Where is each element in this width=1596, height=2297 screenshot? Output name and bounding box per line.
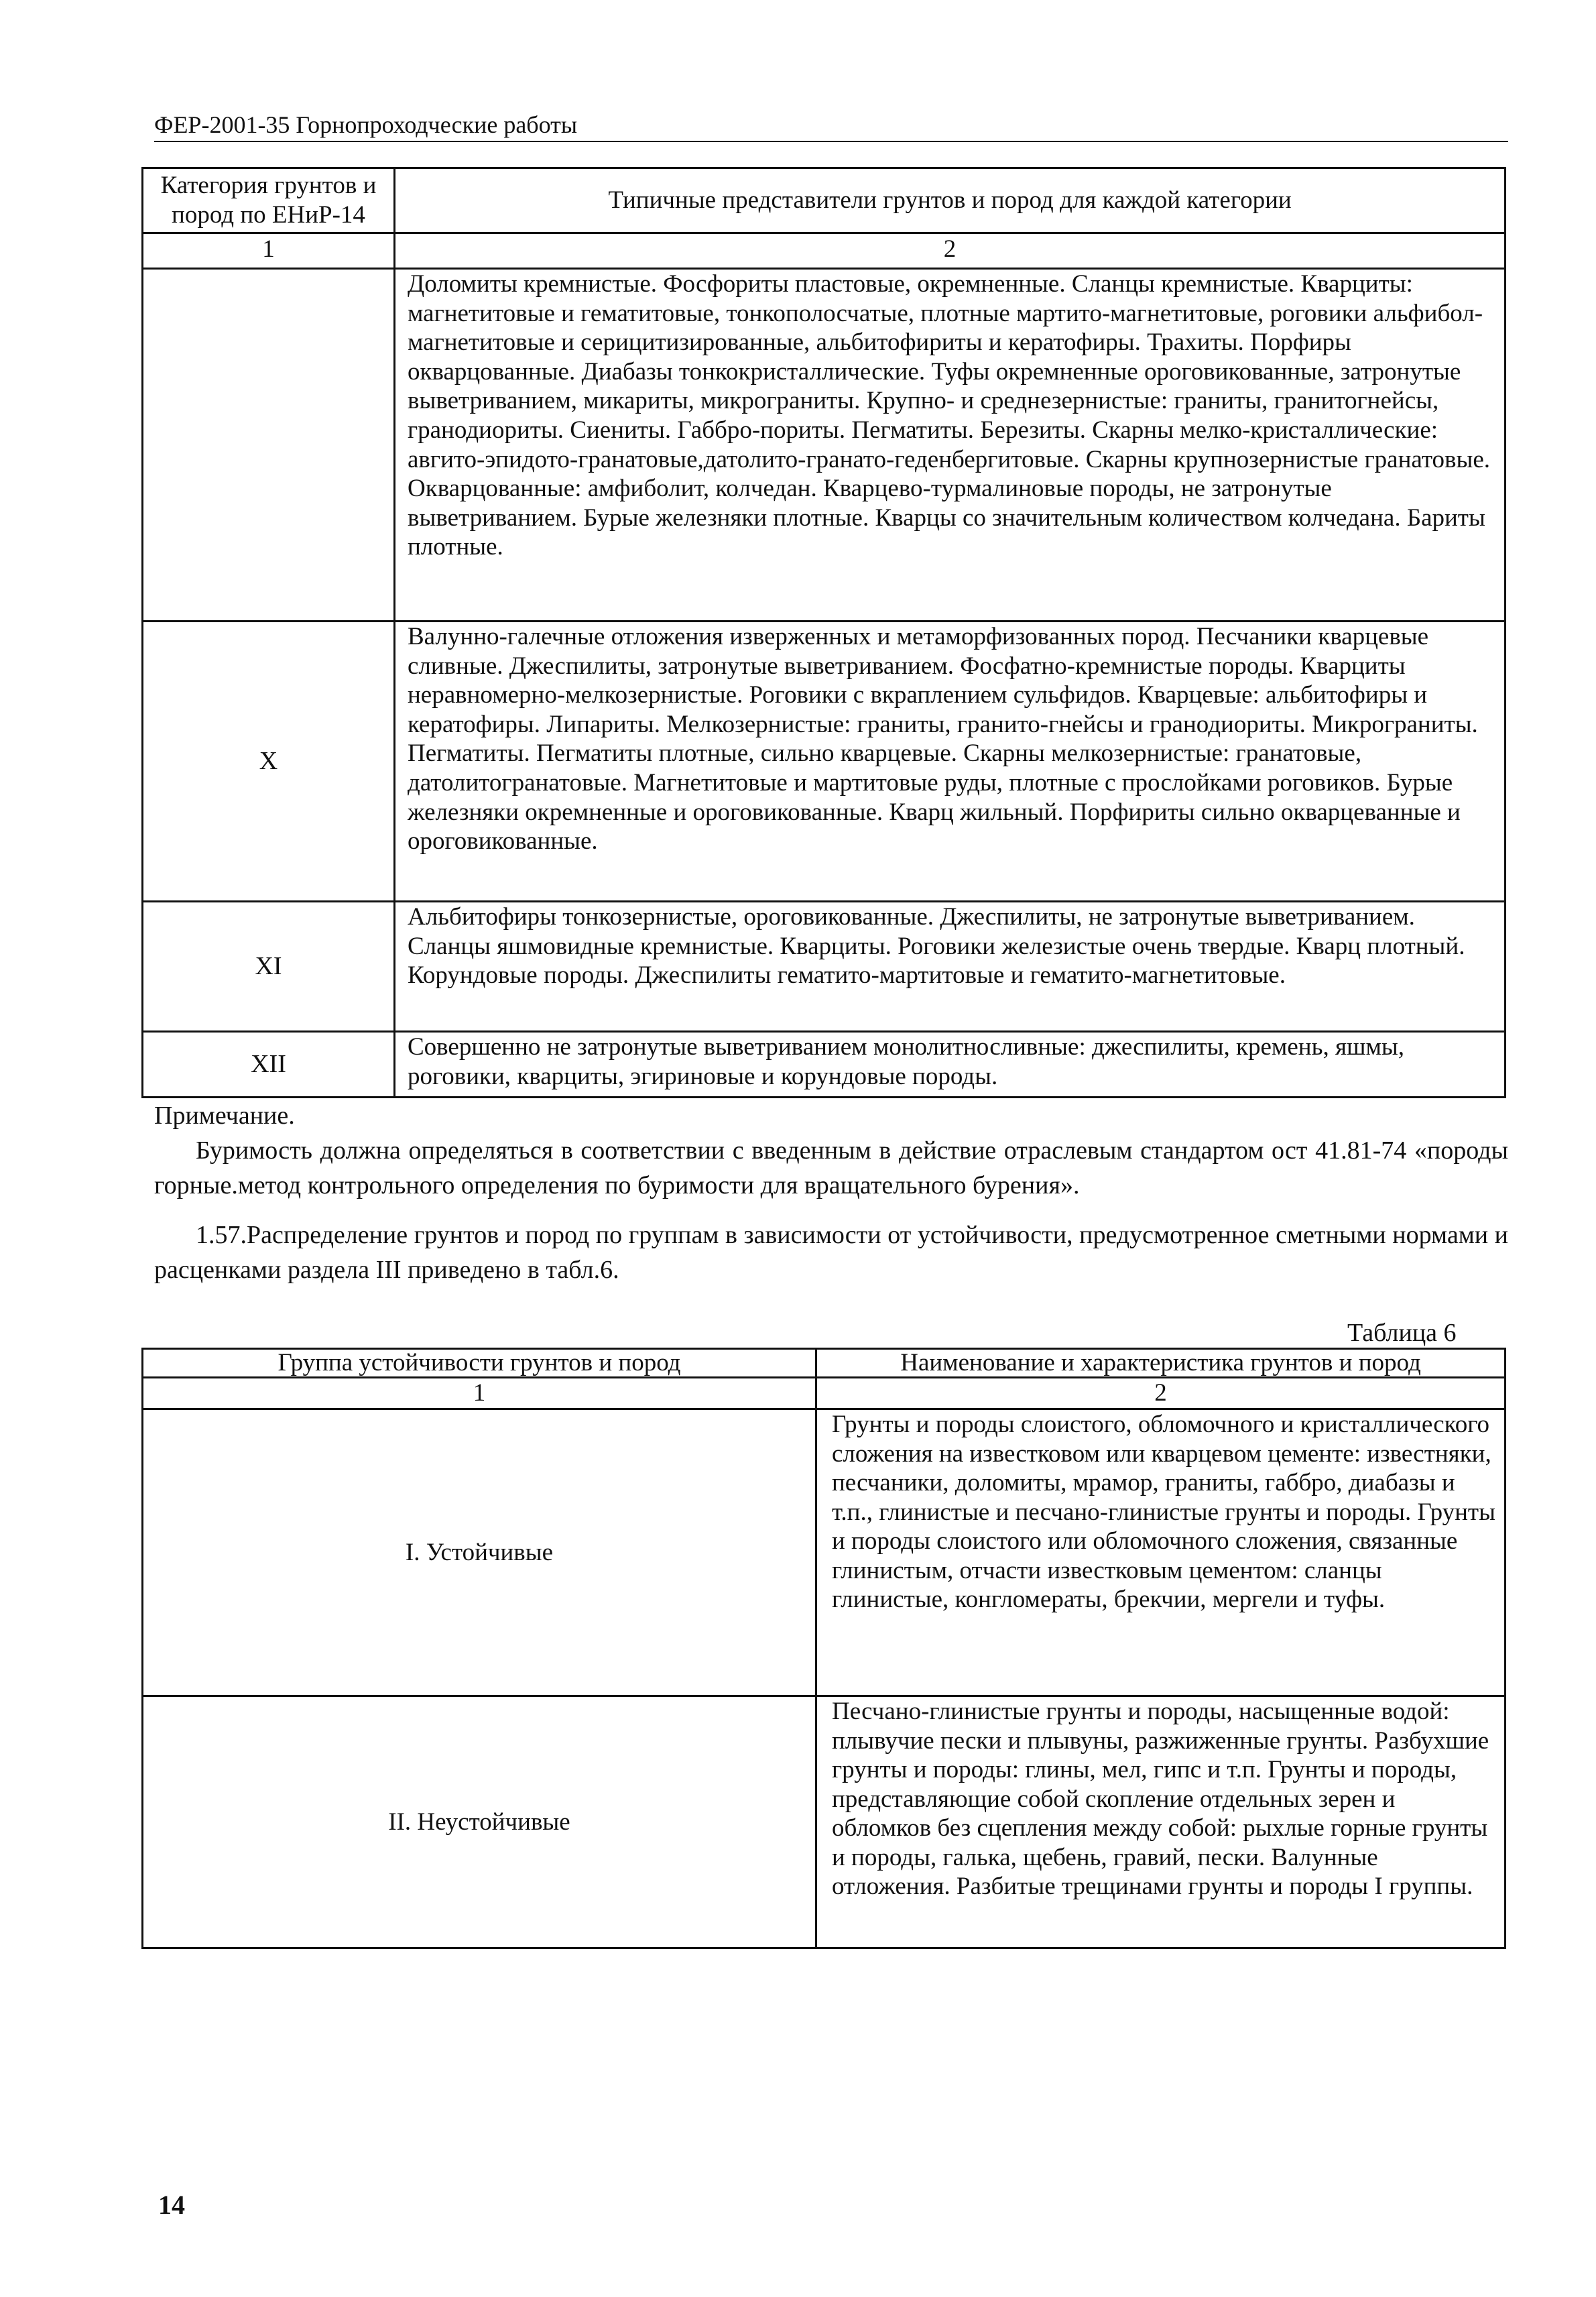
- table-header-row: [143, 1349, 1506, 1378]
- paragraph-1-57: 1.57.Распределение грунтов и пород по группам в зависимости от устойчивости, предусмотренное сметными нормами и расценками раздела III приведено в табл.6.: [154, 1221, 1508, 1284]
- description-cell: Доломиты кремнистые. Фосфориты пластовые, окремненные. Сланцы кремнистые. Кварциты: магнетитовые и гематитовые, тонкополосчатые, плотные мартито-магнетитовые, роговики альфибол-магнетитовые и серицитизированные, альбитофириты и кератофиры. Трахиты. Порфиры окварцованные. Диабазы тонкокристаллические. Туфы окремненные ороговикованные, затронутые выветриванием, микариты, микрограниты. Крупно- и среднезернистые: граниты, гранитогнейсы, гранодиориты. Сиениты. Габбро-пориты. Пегматиты. Березиты. Скарны мелко-кристаллические: авгито-эпидото-гранатовые,датолито-гранато-геденбергитовые. Скарны крупнозернистые гранатовые. Окварцованные: амфиболит, колчедан. Кварцево-турмалиновые породы, не затронутые выветриванием. Бурые железняки плотные. Кварцы со значительным количеством колчедана. Бариты плотные.: [395, 269, 1506, 622]
- description-cell: Альбитофиры тонкозернистые, ороговикованные. Джеспилиты, не затронутые выветриванием. Сланцы яшмовидные кремнистые. Кварциты. Роговики железистые очень твердые. Кварц плотный. Корундовые породы. Джеспилиты гематито-мартитовые и гематито-магнетитовые.: [395, 902, 1506, 1032]
- column-number: 2: [816, 1378, 1506, 1409]
- column-header-characteristics: Наименование и характеристика грунтов и пород: [816, 1349, 1506, 1378]
- category-cell: [143, 269, 395, 622]
- page-number: 14: [158, 2190, 185, 2220]
- note-block: [154, 1098, 1508, 1203]
- table-row: [143, 269, 1506, 622]
- category-cell: X: [143, 622, 395, 902]
- column-header-representatives: Типичные представители грунтов и пород для каждой категории: [395, 168, 1506, 233]
- column-header-category: Категория грунтов и пород по ЕНиР-14: [143, 168, 395, 233]
- note-text: Буримость должна определяться в соответствии с введенным в действие отраслевым стандартом ост 41.81-74 «породы горные.метод контрольного определения по буримости для вращательного бурения».: [154, 1136, 1508, 1199]
- column-number-row: [143, 1378, 1506, 1409]
- description-cell: Валунно-галечные отложения изверженных и метаморфизованных пород. Песчаники кварцевые сливные. Джеспилиты, затронутые выветриванием. Фосфатно-кремнистые породы. Кварциты неравномерно-мелкозернистые. Роговики с вкраплением сульфидов. Кварцевые: альбитофиры и кератофиры. Липариты. Мелкозернистые: граниты, гранито-гнейсы и гранодиориты. Микрограниты. Пегматиты. Пегматиты плотные, сильно кварцевые. Скарны мелкозернистые: гранатовые, датолитогранатовые. Магнетитовые и мартитовые руды, плотные с прослойками роговиков. Бурые железняки окремненные и ороговикованные. Кварц жильный. Порфириты сильно окварцеванные и ороговикованные.: [395, 622, 1506, 902]
- stability-group-table: [141, 1348, 1506, 1949]
- header-title: ФЕР-2001-35 Горнопроходческие работы: [154, 111, 578, 138]
- group-cell: I. Устойчивые: [143, 1409, 816, 1696]
- column-header-group: Группа устойчивости грунтов и пород: [143, 1349, 816, 1378]
- soil-category-table: [141, 167, 1506, 1098]
- running-header: [154, 111, 1508, 142]
- table-caption: Таблица 6: [1347, 1319, 1457, 1347]
- table-row: [143, 1409, 1506, 1696]
- table-row: [143, 1696, 1506, 1948]
- column-number-row: [143, 233, 1506, 269]
- description-cell: Грунты и породы слоистого, обломочного и кристаллического сложения на известковом или кварцевом цементе: известняки, песчаники, доломиты, мрамор, граниты, габбро, диабазы и т.п., глинистые и песчано-глинистые грунты и породы. Грунты и породы слоистого или обломочного сложения, связанные глинистым, отчасти известковым цементом: сланцы глинистые, конгломераты, брекчии, мергели и туфы.: [816, 1409, 1506, 1696]
- table-row: [143, 1032, 1506, 1098]
- note-title: Примечание.: [154, 1102, 295, 1130]
- column-number: 1: [143, 233, 395, 269]
- column-number: 2: [395, 233, 1506, 269]
- column-number: 1: [143, 1378, 816, 1409]
- description-cell: Песчано-глинистые грунты и породы, насыщенные водой: плывучие пески и плывуны, разжиженные грунты. Разбухшие грунты и породы: глины, мел, гипс и т.п. Грунты и породы, представляющие собой скопление отдельных зерен и обломков без сцепления между собой: рыхлые горные грунты и породы, галька, щебень, гравий, пески. Валунные отложения. Разбитые трещинами грунты и породы I группы.: [816, 1696, 1506, 1948]
- table-header-row: [143, 168, 1506, 233]
- description-cell: Совершенно не затронутые выветриванием монолитносливные: джеспилиты, кремень, яшмы, роговики, кварциты, эгириновые и корундовые породы.: [395, 1032, 1506, 1098]
- group-cell: II. Неустойчивые: [143, 1696, 816, 1948]
- category-cell: XI: [143, 902, 395, 1032]
- table-row: [143, 902, 1506, 1032]
- category-cell: XII: [143, 1032, 395, 1098]
- table-row: [143, 622, 1506, 902]
